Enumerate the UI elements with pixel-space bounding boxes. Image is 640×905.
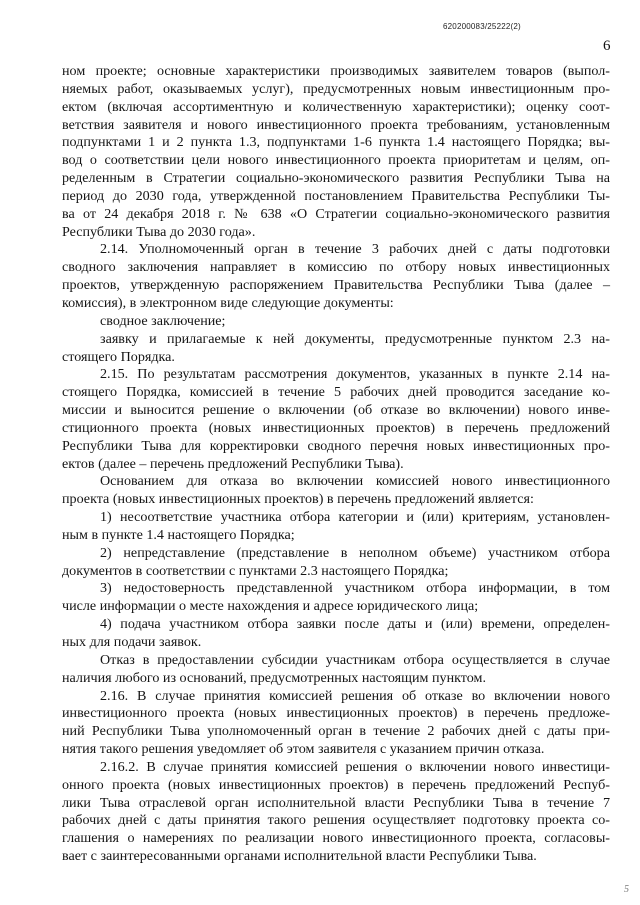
body-line: стоящего Порядка, комиссией в течение 5 рабочих дней проводится заседание ко- [62, 384, 610, 401]
list-item-4: 4) подача участником отбора заявки после даты и (или) времени, определен- [100, 616, 610, 633]
refusal-grounds-intro: Основанием для отказа во включении комиссией нового инвестиционного [100, 473, 610, 490]
list-item-summary-conclusion: сводное заключение; [100, 312, 226, 329]
body-line: ном проекте; основные характеристики производимых заявителем товаров (выпол- [62, 63, 610, 79]
body-line: глашения о намерениях по реализации нового инвестиционного проекта, согласовы- [62, 830, 610, 847]
body-line: няемых работ, оказываемых услуг), предусмотренных новым инвестиционным про- [62, 80, 610, 97]
body-line: стоящего Порядка. [62, 348, 175, 365]
document-code: 620200083/25222(2) [443, 22, 521, 31]
body-line: наличия любого из оснований, предусмотренных настоящим пунктом. [62, 669, 486, 686]
body-line: миссии и выносится решение о включении (об отказе во включении) нового инве- [62, 402, 610, 419]
body-line: Республики Тыва для корректировки сводного перечня новых инвестиционных про- [62, 437, 610, 454]
body-line: ным в пункте 1.4 настоящего Порядка; [62, 526, 295, 543]
paragraph-2-16-2-start: 2.16.2. В случае принятия комиссией решения о включении нового инвестици- [100, 758, 610, 775]
body-line: числе информации о месте нахождения и адресе юридического лица; [62, 598, 479, 615]
body-line: ределенным в Стратегии социально-экономического развития Республики Тыва на [62, 170, 610, 187]
list-item-3: 3) недостоверность представленной участником отбора информации, в том [100, 580, 610, 597]
list-item-application: заявку и прилагаемые к ней документы, предусмотренные пунктом 2.3 на- [100, 330, 610, 347]
body-line: Республики Тыва до 2030 года». [62, 223, 256, 240]
body-line: онного проекта (новых инвестиционных проектов) в перечень предложений Респуб- [62, 776, 610, 793]
body-line: ных для подачи заявок. [62, 634, 202, 650]
paragraph-2-15-start: 2.15. По результатам рассмотрения документов, указанных в пункте 2.14 на- [100, 366, 610, 383]
body-line: ектом (включая ассортиментную и количественную характеристики); оценку соот- [62, 98, 610, 115]
body-line: ний Республики Тыва уполномоченный орган в течение 2 рабочих дней с даты при- [62, 723, 610, 740]
body-line: проекта (новых инвестиционных проектов) в перечень предложений является: [62, 491, 534, 508]
list-item-1: 1) несоответствие участника отбора категории и (или) критериям, установлен- [100, 509, 610, 526]
body-line: комиссия), в электронном виде следующие документы: [62, 294, 394, 311]
subsidy-refusal-paragraph: Отказ в предоставлении субсидии участникам отбора осуществляется в случае [100, 651, 610, 668]
body-line: ветствия заявителя и нового инвестиционного проекта требованиям, установленным [62, 116, 610, 133]
body-line: стиционного проекта (новых инвестиционных проектов) в перечень предложений [62, 419, 610, 436]
body-line: ва от 24 декабря 2018 г. № 638 «О Стратегии социально-экономического развития [62, 205, 610, 222]
corner-mark: 5 [624, 884, 629, 895]
page-number: 6 [603, 38, 611, 54]
body-line: период до 2030 года, утвержденной постановлением Правительства Республики Ты- [62, 187, 610, 204]
body-line: вод о соответствии цели нового инвестиционного проекта приоритетам и целям, оп- [62, 152, 610, 169]
paragraph-2-14-start: 2.14. Уполномоченный орган в течение 3 рабочих дней с даты подготовки [100, 241, 610, 258]
body-line: сводного заключения направляет в комиссию по отбору новых инвестиционных [62, 259, 610, 276]
list-item-2: 2) непредставление (представление в неполном объеме) участником отбора [100, 544, 610, 561]
body-line: лики Тыва отраслевой орган исполнительной власти Республики Тыва в течение 7 [62, 794, 610, 811]
body-line: рабочих дней с даты принятия такого решения осуществляет подготовку проекта со- [62, 812, 610, 829]
body-line: проектов, утвержденную распоряжением Правительства Республики Тыва (далее – [62, 277, 610, 294]
body-line: подпунктами 1 и 2 пункта 1.3, подпунктами 1-6 пункта 1.4 настоящего Порядка; вы- [62, 134, 610, 151]
document-body [62, 63, 610, 866]
paragraph-2-16-start: 2.16. В случае принятия комиссией решения об отказе во включении нового [100, 687, 610, 704]
body-line: инвестиционного проекта (новых инвестиционных проектов) в перечень предложе- [62, 705, 610, 722]
body-line: вает с заинтересованными органами исполнительной власти Республики Тыва. [62, 848, 537, 865]
body-line: ектов (далее – перечень предложений Республики Тыва). [62, 455, 404, 472]
body-line: нятия такого решения уведомляет об этом заявителя с указанием причин отказа. [62, 741, 545, 758]
body-line: документов в соответствии с пунктами 2.3 настоящего Порядка; [62, 562, 449, 579]
